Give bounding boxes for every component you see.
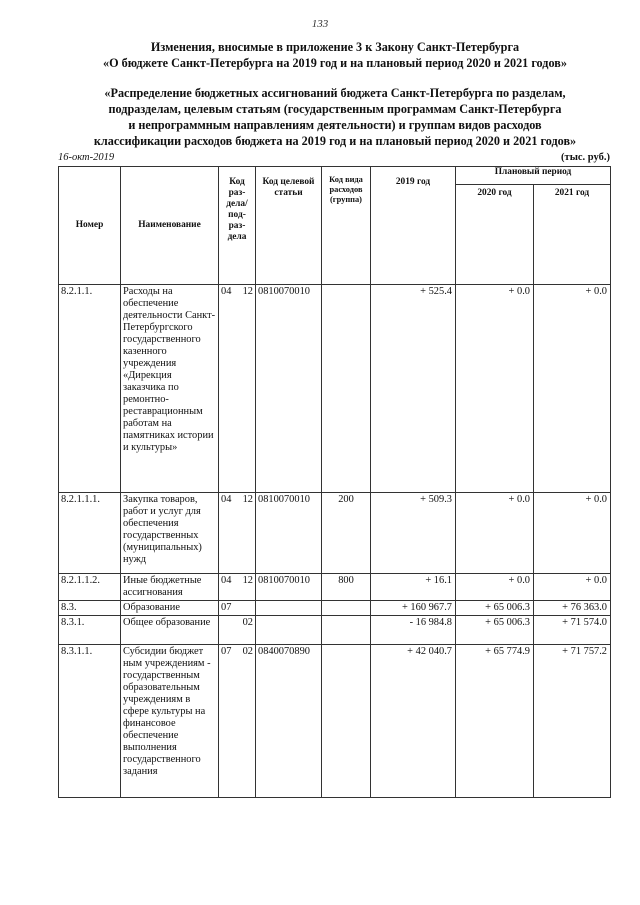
cell-target: 0840070890 — [256, 645, 322, 798]
cell-2020: + 65 006.3 — [456, 616, 534, 645]
cell-podrazdel-code: 12 — [242, 575, 253, 586]
cell-2019: + 42 040.7 — [371, 645, 456, 798]
subheading-line-4: классификации расходов бюджета на 2019 год и на плановый период 2020 и 2021 годов» — [93, 134, 577, 148]
cell-type: 800 — [322, 574, 371, 601]
col-header-type — [322, 167, 371, 285]
cell-name: Расходы на обеспечение деятельности Санкт-Петербургского государственного казенного учреждения «Дирекция заказчика по ремонтно-реставрационным работам на памятниках истории и культуры» — [121, 285, 219, 493]
cell-2019: - 16 984.8 — [371, 616, 456, 645]
document-date: 16-окт-2019 — [58, 152, 115, 163]
col-header-razdel-text: Код раз- дела/ под- раз- дела — [226, 177, 248, 242]
cell-2019: + 509.3 — [371, 493, 456, 574]
subheading-line-3: и непрограммным направлениям деятельности) и группам видов расходов — [128, 118, 542, 132]
heading-line-2: «О бюджете Санкт-Петербурга на 2019 год и на плановый период 2020 и 2021 годов» — [103, 56, 567, 70]
cell-name: Закупка товаров, работ и услуг для обеспечения государственных (муниципальных) нужд — [121, 493, 219, 574]
document-subheading — [40, 85, 630, 149]
cell-type — [322, 645, 371, 798]
cell-razdel — [219, 601, 256, 616]
cell-razdel — [219, 574, 256, 601]
col-header-planned: Плановый период — [456, 167, 611, 185]
cell-razdel-code: 04 — [221, 494, 232, 505]
cell-podrazdel-code: 02 — [242, 617, 253, 628]
cell-razdel-code: 07 — [221, 646, 232, 657]
cell-type — [322, 601, 371, 616]
cell-2019: + 16.1 — [371, 574, 456, 601]
cell-number: 8.2.1.1.2. — [59, 574, 121, 601]
cell-2021: + 76 363.0 — [534, 601, 611, 616]
cell-razdel — [219, 645, 256, 798]
cell-2019: + 160 967.7 — [371, 601, 456, 616]
heading-line-1: Изменения, вносимые в приложение 3 к Закону Санкт-Петербурга — [150, 40, 520, 54]
cell-type: 200 — [322, 493, 371, 574]
col-header-2021-text: 2021 год — [554, 188, 590, 198]
document-heading — [40, 39, 630, 71]
cell-podrazdel-code: 02 — [242, 646, 253, 657]
cell-podrazdel-code: 12 — [242, 494, 253, 505]
cell-number: 8.2.1.1. — [59, 285, 121, 493]
cell-2021: + 0.0 — [534, 285, 611, 493]
cell-type — [322, 285, 371, 493]
col-header-2020-text: 2020 год — [477, 188, 512, 198]
cell-razdel — [219, 285, 256, 493]
cell-name: Образование — [121, 601, 219, 616]
col-header-number: Номер — [59, 167, 121, 285]
cell-target: 0810070010 — [256, 285, 322, 493]
col-header-razdel — [219, 167, 256, 285]
cell-target: 0810070010 — [256, 493, 322, 574]
cell-2021: + 71 574.0 — [534, 616, 611, 645]
budget-table — [58, 166, 611, 798]
cell-name: Субсидии бюджет ным учреждениям - государственным образовательным учреждениям в сфере культуры на финансовое обеспечение выполнения государственного задания — [121, 645, 219, 798]
cell-number: 8.2.1.1.1. — [59, 493, 121, 574]
subheading-line-1: «Распределение бюджетных ассигнований бюджета Санкт-Петербурга по разделам, — [104, 86, 566, 100]
cell-razdel-code: 04 — [221, 286, 232, 297]
table-row — [59, 493, 611, 574]
cell-2020: + 65 006.3 — [456, 601, 534, 616]
cell-2021: + 0.0 — [534, 493, 611, 574]
cell-razdel — [219, 493, 256, 574]
units-label: (тыс. руб.) — [561, 152, 610, 163]
cell-target — [256, 616, 322, 645]
cell-target: 0810070010 — [256, 574, 322, 601]
cell-2021: + 0.0 — [534, 574, 611, 601]
cell-2020: + 0.0 — [456, 493, 534, 574]
col-header-name: Наименование — [121, 167, 219, 285]
col-header-type-text: Код вида расходов (группа) — [329, 175, 363, 204]
cell-name: Иные бюджетные ассигнования — [121, 574, 219, 601]
col-header-target-text: Код целевой статьи — [262, 177, 315, 198]
col-header-target — [256, 167, 322, 285]
cell-razdel-code: 07 — [221, 602, 232, 613]
cell-2020: + 0.0 — [456, 574, 534, 601]
page-number: 133 — [311, 18, 329, 30]
cell-number: 8.3.1.1. — [59, 645, 121, 798]
cell-number: 8.3.1. — [59, 616, 121, 645]
cell-target — [256, 601, 322, 616]
table-row — [59, 645, 611, 798]
cell-razdel-code: 04 — [221, 575, 232, 586]
table-row — [59, 574, 611, 601]
col-header-2020 — [456, 185, 534, 285]
cell-2021: + 71 757.2 — [534, 645, 611, 798]
col-header-2019 — [371, 167, 456, 285]
cell-razdel — [219, 616, 256, 645]
cell-2020: + 65 774.9 — [456, 645, 534, 798]
cell-name: Общее образование — [121, 616, 219, 645]
col-header-2019-text: 2019 год — [395, 177, 431, 187]
cell-2020: + 0.0 — [456, 285, 534, 493]
cell-podrazdel-code: 12 — [242, 286, 253, 297]
table-row — [59, 601, 611, 616]
cell-number: 8.3. — [59, 601, 121, 616]
cell-2019: + 525.4 — [371, 285, 456, 493]
col-header-2021 — [534, 185, 611, 285]
subheading-line-2: подразделам, целевым статьям (государственным программам Санкт-Петербурга — [108, 102, 562, 116]
table-row — [59, 285, 611, 493]
cell-type — [322, 616, 371, 645]
table-row — [59, 616, 611, 645]
